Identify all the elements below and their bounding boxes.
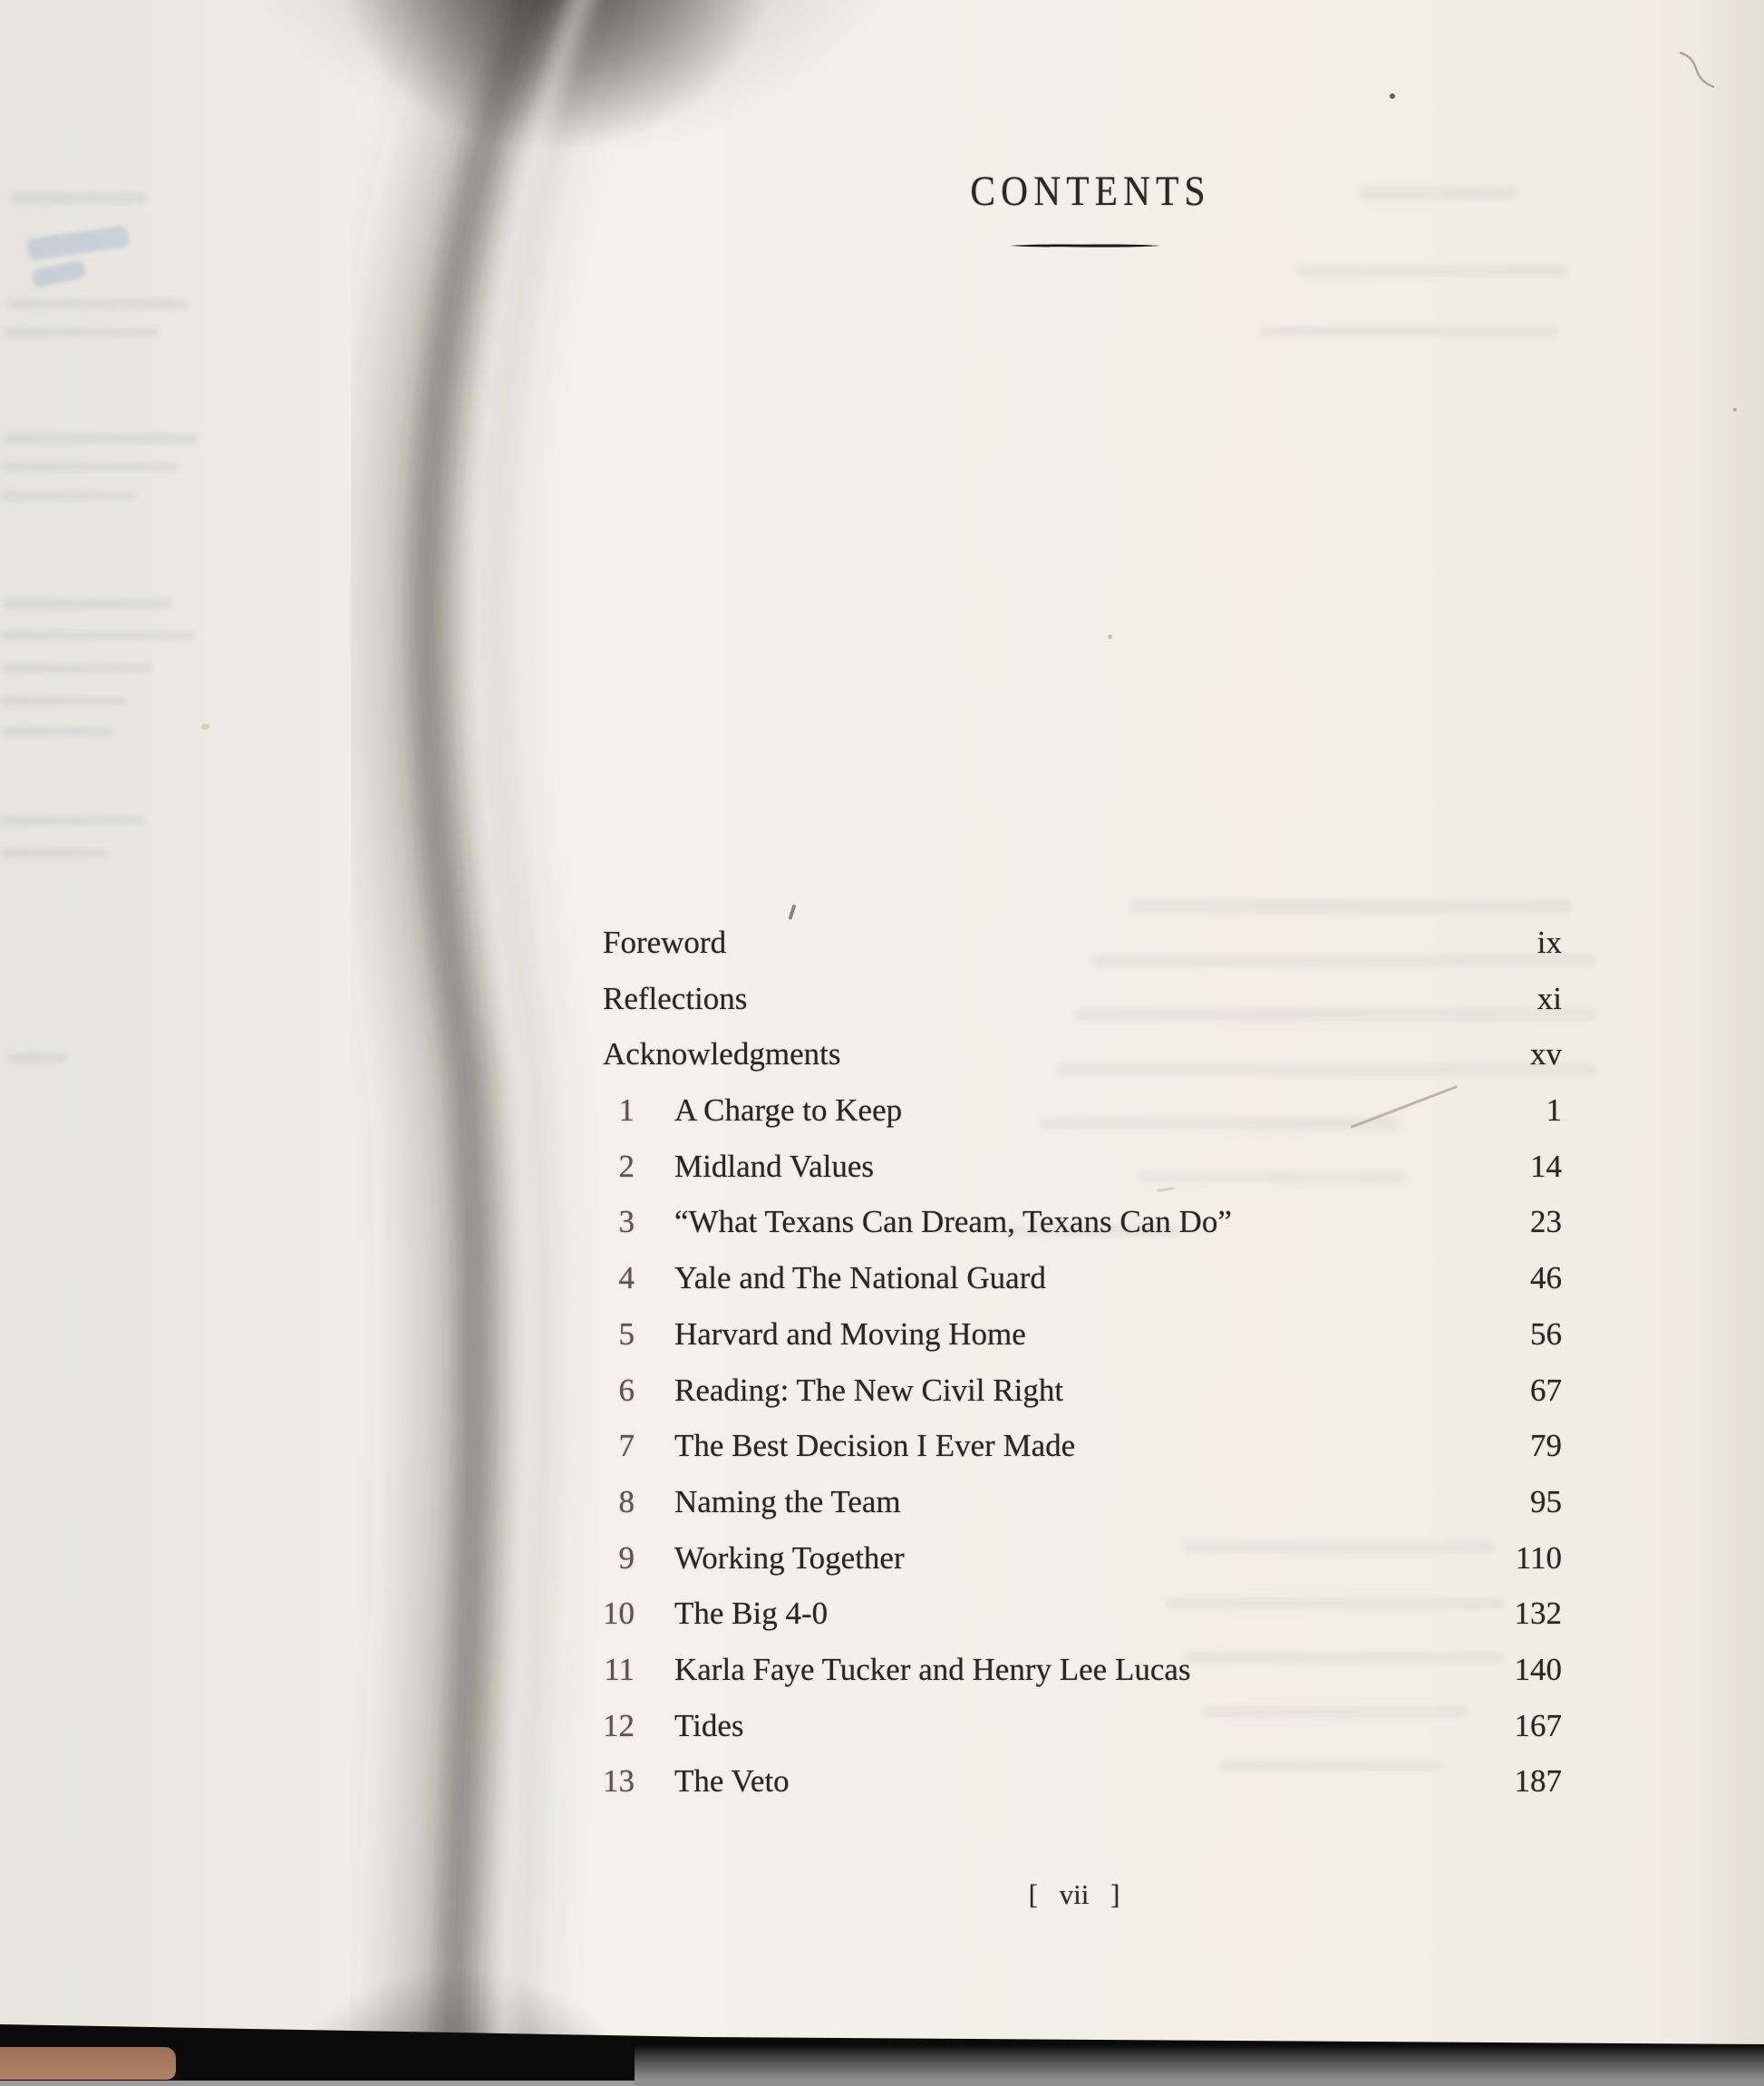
toc-entry-label: Karla Faye Tucker and Henry Lee Lucas <box>674 1651 1191 1687</box>
page-title: CONTENTS <box>970 168 1211 215</box>
show-through-line <box>5 328 160 337</box>
toc-entry-page: 14 <box>1530 1148 1562 1184</box>
toc-entry-page: 67 <box>1530 1372 1562 1408</box>
toc-entry-number: 1 <box>618 1092 635 1129</box>
cover-accent-block <box>0 2047 176 2080</box>
page-footer-folio: [ vii ] <box>1028 1878 1120 1910</box>
toc-entry-label: Yale and The National Guard <box>674 1260 1046 1296</box>
toc-row <box>580 1250 1562 1306</box>
show-through-line <box>4 664 153 673</box>
toc-entry-page: xi <box>1536 980 1562 1016</box>
toc-row <box>580 1530 1562 1586</box>
toc-row <box>580 1026 1562 1082</box>
show-through-line <box>0 816 145 825</box>
toc-list <box>580 915 1562 1809</box>
toc-entry-label: “What Texans Can Dream, Texans Can Do” <box>674 1204 1232 1240</box>
crease-mark <box>1672 47 1727 94</box>
toc-entry-label: Harvard and Moving Home <box>674 1315 1026 1352</box>
toc-entry-page: 110 <box>1515 1539 1562 1576</box>
toc-entry-label: Tides <box>674 1707 744 1743</box>
show-through-line <box>4 598 171 609</box>
toc-row <box>580 971 1562 1027</box>
toc-row <box>580 1363 1562 1419</box>
toc-entry-number: 4 <box>618 1260 635 1296</box>
toc-entry-label: Foreword <box>603 925 727 960</box>
toc-entry-page: xv <box>1530 1036 1562 1072</box>
toc-entry-label: Reflections <box>603 980 748 1016</box>
toc-entry-number: 11 <box>604 1651 635 1687</box>
toc-entry-number: 13 <box>603 1763 635 1800</box>
toc-row <box>580 1586 1562 1642</box>
show-through-line <box>0 491 136 500</box>
show-through-line <box>11 192 147 204</box>
toc-entry-page: 1 <box>1546 1092 1562 1129</box>
show-through-line <box>4 433 199 444</box>
toc-entry-number: 7 <box>618 1428 635 1464</box>
toc-entry-label: The Veto <box>674 1763 790 1800</box>
toc-row <box>580 1753 1562 1809</box>
show-through-line <box>7 1053 67 1062</box>
toc-entry-label: Midland Values <box>674 1148 875 1184</box>
toc-entry-number: 9 <box>618 1539 635 1576</box>
toc-entry-number: 2 <box>618 1148 635 1184</box>
paper-speck <box>1390 93 1395 99</box>
toc-row <box>580 1418 1562 1474</box>
show-through-line <box>7 299 189 309</box>
toc-entry-number: 5 <box>618 1315 635 1352</box>
toc-row <box>580 1642 1562 1698</box>
show-through-line <box>1260 326 1559 337</box>
toc-row <box>580 1082 1562 1139</box>
show-through-line <box>2 462 179 471</box>
toc-entry-label: The Best Decision I Ever Made <box>674 1428 1076 1464</box>
book-edge-line <box>0 2081 635 2086</box>
toc-entry-label: Acknowledgments <box>603 1036 841 1072</box>
toc-entry-number: 8 <box>618 1483 635 1519</box>
show-through-line <box>4 727 114 736</box>
toc-row <box>580 1139 1562 1195</box>
toc-entry-page: 79 <box>1530 1428 1562 1464</box>
paper-speck <box>201 723 209 730</box>
toc-entry-page: 23 <box>1530 1204 1562 1240</box>
show-through-line <box>1296 265 1568 277</box>
paper-speck <box>1108 635 1112 639</box>
toc-entry-label: The Big 4-0 <box>674 1596 829 1632</box>
toc-entry-label: Working Together <box>674 1539 905 1576</box>
show-through-line <box>1360 186 1518 200</box>
paper-speck <box>1733 408 1737 412</box>
toc-row <box>580 1474 1562 1530</box>
show-through-line <box>0 631 195 640</box>
toc-entry-label: Reading: The New Civil Right <box>674 1372 1064 1408</box>
toc-entry-number: 3 <box>618 1204 635 1240</box>
toc-entry-page: 140 <box>1514 1651 1562 1687</box>
toc-entry-page: ix <box>1536 925 1562 960</box>
title-rule-ornament <box>1008 241 1162 250</box>
toc-entry-page: 187 <box>1514 1763 1562 1800</box>
toc-entry-number: 12 <box>603 1707 635 1743</box>
toc-entry-page: 132 <box>1514 1596 1562 1632</box>
toc-entry-number: 10 <box>603 1596 635 1632</box>
toc-row <box>580 915 1562 971</box>
toc-row <box>580 1194 1562 1250</box>
show-through-line <box>1129 899 1573 914</box>
toc-entry-page: 95 <box>1530 1483 1562 1519</box>
toc-entry-page: 56 <box>1530 1315 1562 1352</box>
toc-row <box>580 1698 1562 1754</box>
toc-entry-page: 46 <box>1530 1260 1562 1296</box>
toc-entry-page: 167 <box>1514 1707 1562 1743</box>
show-through-line <box>0 696 127 705</box>
show-through-line <box>0 849 107 858</box>
toc-entry-label: A Charge to Keep <box>674 1092 903 1129</box>
toc-entry-label: Naming the Team <box>674 1483 901 1519</box>
toc-row <box>580 1306 1562 1363</box>
toc-entry-number: 6 <box>618 1372 635 1408</box>
